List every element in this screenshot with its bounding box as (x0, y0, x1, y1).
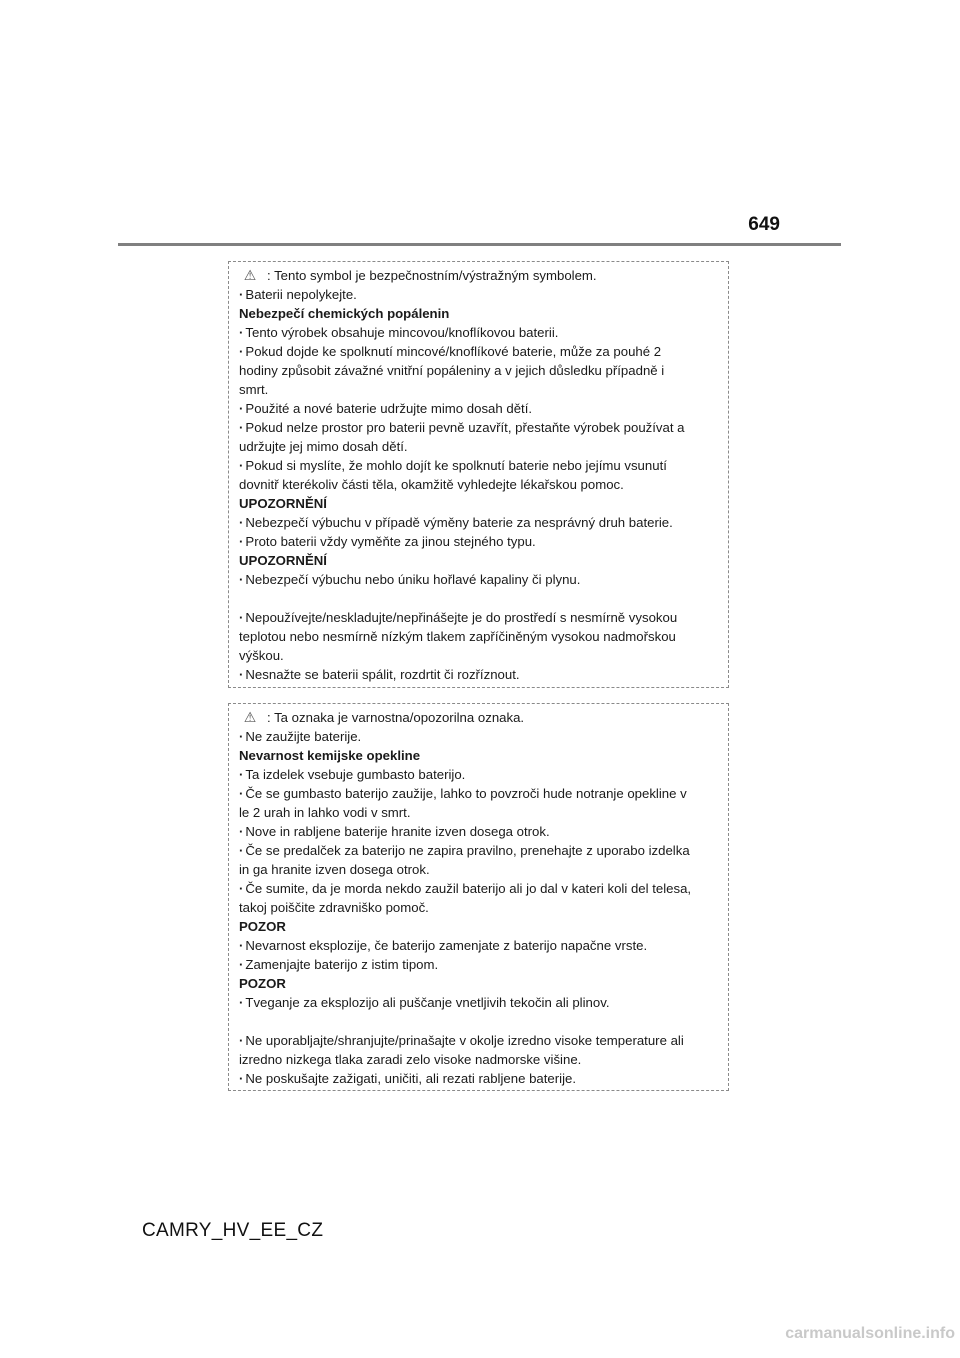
bullet-item: · Baterii nepolykejte. (239, 285, 718, 304)
continuation-text: in ga hranite izven dosega otrok. (239, 862, 430, 877)
section-heading: Nevarnost kemijske opekline (239, 748, 421, 763)
continuation-text: izredno nizkega tlaka zaradi zelo visoke nadmorske višine. (239, 1052, 582, 1067)
section-heading: UPOZORNĚNÍ (239, 496, 327, 511)
continuation-text: hodiny způsobit závažné vnitřní popáleniny a v jejich důsledku případně i (239, 363, 665, 378)
document-code: CAMRY_HV_EE_CZ (142, 1220, 324, 1241)
warning-triangle-icon: ⚠ (243, 267, 257, 283)
page-number: 649 (748, 214, 780, 235)
symbol-description: : Tento symbol je bezpečnostním/výstražným symbolem. (267, 268, 597, 283)
bullet-item: · Če se predalček za baterijo ne zapira pravilno, prenehajte z uporabo izdelka (239, 841, 718, 860)
watermark: carmanualsonline.info (785, 1325, 955, 1342)
section-heading: POZOR (239, 976, 286, 991)
header-rule (118, 243, 841, 246)
bullet-item: · Ne uporabljajte/shranjujte/prinašajte v okolje izredno visoke temperature ali (239, 1031, 718, 1050)
bullet-item: · Če se gumbasto baterijo zaužije, lahko to povzroči hude notranje opekline v (239, 784, 718, 803)
spacer (239, 589, 718, 608)
section-heading: UPOZORNĚNÍ (239, 553, 327, 568)
bullet-item: · Ne zaužijte baterije. (239, 727, 718, 746)
warning-box-slovenian (228, 703, 729, 1091)
bullet-item: · Tveganje za eksplozijo ali puščanje vnetljivih tekočin ali plinov. (239, 993, 718, 1012)
section-heading: POZOR (239, 919, 286, 934)
symbol-description: : Ta oznaka je varnostna/opozorilna oznaka. (267, 710, 525, 725)
bullet-item: · Pokud si myslíte, že mohlo dojít ke spolknutí baterie nebo jejímu vsunutí (239, 456, 718, 475)
bullet-item: · Tento výrobek obsahuje mincovou/knoflíkovou baterii. (239, 323, 718, 342)
continuation-text: udržujte jej mimo dosah dětí. (239, 439, 408, 454)
bullet-item: · Zamenjajte baterijo z istim tipom. (239, 955, 718, 974)
bullet-item: · Pokud nelze prostor pro baterii pevně uzavřít, přestaňte výrobek používat a (239, 418, 718, 437)
symbol-line (239, 266, 718, 285)
section-heading: Nebezpečí chemických popálenin (239, 306, 450, 321)
bullet-item: · Ne poskušajte zažigati, uničiti, ali rezati rabljene baterije. (239, 1069, 718, 1088)
bullet-item: · Nesnažte se baterii spálit, rozdrtit či rozříznout. (239, 665, 718, 684)
bullet-item: · Pokud dojde ke spolknutí mincové/knoflíkové baterie, může za pouhé 2 (239, 342, 718, 361)
bullet-item: · Nepoužívejte/neskladujte/nepřinášejte je do prostředí s nesmírně vysokou (239, 608, 718, 627)
bullet-item: · Nebezpečí výbuchu nebo úniku hořlavé kapaliny či plynu. (239, 570, 718, 589)
warning-box-czech (228, 261, 729, 688)
bullet-item: · Nebezpečí výbuchu v případě výměny baterie za nesprávný druh baterie. (239, 513, 718, 532)
continuation-text: le 2 urah in lahko vodi v smrt. (239, 805, 411, 820)
spacer (239, 1012, 718, 1031)
continuation-text: výškou. (239, 648, 284, 663)
bullet-item: · Proto baterii vždy vyměňte za jinou stejného typu. (239, 532, 718, 551)
continuation-text: smrt. (239, 382, 269, 397)
symbol-line (239, 708, 718, 727)
continuation-text: teplotou nebo nesmírně nízkým tlakem zapříčiněným vysokou nadmořskou (239, 629, 676, 644)
warning-triangle-icon: ⚠ (243, 709, 257, 725)
bullet-item: · Nove in rabljene baterije hranite izven dosega otrok. (239, 822, 718, 841)
bullet-item: · Ta izdelek vsebuje gumbasto baterijo. (239, 765, 718, 784)
continuation-text: dovnitř kterékoliv části těla, okamžitě vyhledejte lékařskou pomoc. (239, 477, 624, 492)
bullet-item: · Če sumite, da je morda nekdo zaužil baterijo ali jo dal v kateri koli del telesa, (239, 879, 718, 898)
bullet-item: · Nevarnost eksplozije, če baterijo zamenjate z baterijo napačne vrste. (239, 936, 718, 955)
continuation-text: takoj poiščite zdravniško pomoč. (239, 900, 429, 915)
bullet-item: · Použité a nové baterie udržujte mimo dosah dětí. (239, 399, 718, 418)
